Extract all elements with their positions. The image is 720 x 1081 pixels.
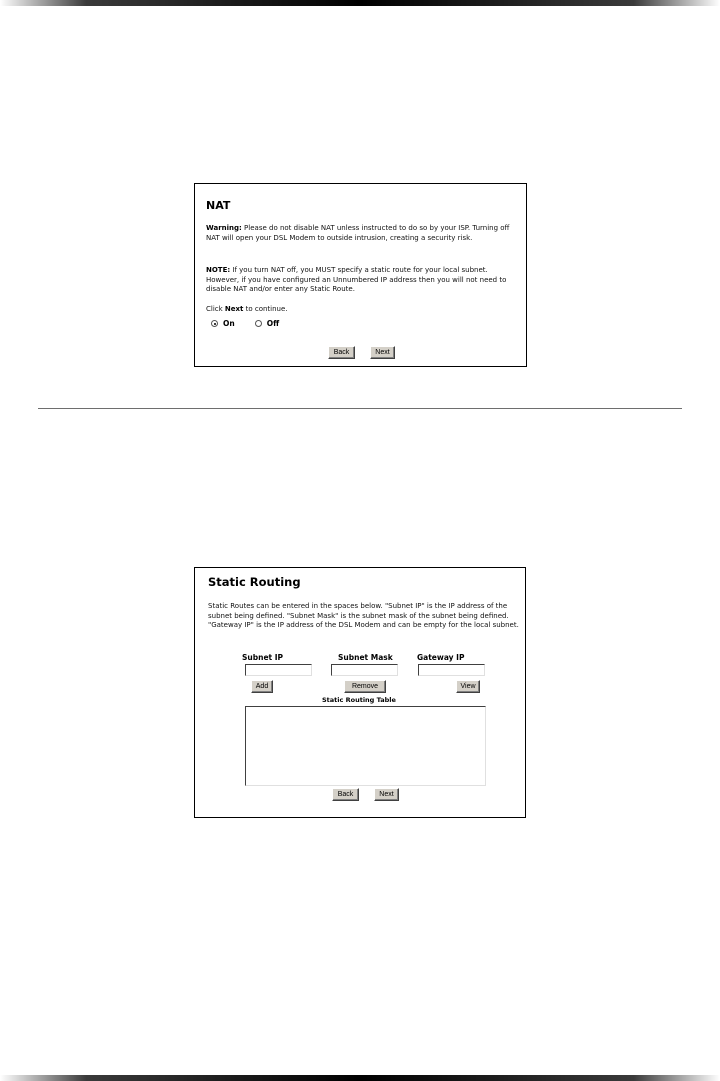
gateway-ip-input[interactable] [418, 664, 485, 676]
warning-text: Please do not disable NAT unless instructed to do so by your ISP. Turning off NAT will open your DSL Modem to outside intrusion, creating a security risk. [206, 224, 510, 242]
note-text: If you turn NAT off, you MUST specify a static route for your local subnet. However, if you have configured an Unnumbered IP address then you will not need to disable NAT and/or enter any Static Route. [206, 266, 507, 294]
section-divider [38, 408, 682, 409]
instruction-prefix: Click [206, 305, 225, 313]
nat-on-radio[interactable] [211, 320, 218, 327]
static-routing-back-button[interactable]: Back [332, 788, 359, 801]
note-label: NOTE: [206, 266, 231, 274]
static-routing-next-button[interactable]: Next [374, 788, 399, 801]
subnet-mask-input[interactable] [331, 664, 398, 676]
instruction-next: Next [224, 305, 244, 313]
nat-note [206, 266, 522, 295]
nat-title: NAT [206, 199, 231, 212]
remove-button[interactable]: Remove [344, 680, 386, 693]
nat-next-button[interactable]: Next [370, 346, 395, 359]
nat-warning [206, 224, 522, 243]
static-routing-description: Static Routes can be entered in the spaces below. "Subnet IP" is the IP address of the subnet being defined. "Subnet Mask" is the subnet mask of the subnet being defined. "Gateway IP" is the IP address of the DSL Modem and can be empty for the local subnet. [208, 602, 519, 630]
warning-label: Warning: [206, 224, 242, 232]
nat-back-button[interactable]: Back [328, 346, 355, 359]
static-routing-title: Static Routing [208, 575, 301, 589]
static-routing-table-title: Static Routing Table [322, 696, 396, 704]
subnet-mask-label: Subnet Mask [338, 653, 393, 662]
nat-instruction [206, 305, 288, 315]
instruction-suffix: to continue. [243, 305, 288, 313]
nat-off-radio[interactable] [255, 320, 262, 327]
subnet-ip-input[interactable] [245, 664, 312, 676]
add-button[interactable]: Add [251, 680, 273, 693]
nat-radio-group [211, 319, 279, 328]
nat-off-label[interactable]: Off [266, 319, 280, 328]
view-button[interactable]: View [456, 680, 480, 693]
subnet-ip-label: Subnet IP [242, 653, 284, 662]
bottom-decorative-bar [0, 1075, 720, 1081]
nat-panel [194, 183, 527, 367]
gateway-ip-label: Gateway IP [417, 653, 465, 662]
top-decorative-bar [0, 0, 720, 6]
static-routing-panel [194, 567, 526, 818]
nat-on-label[interactable]: On [223, 319, 235, 328]
static-routing-table[interactable] [245, 706, 486, 786]
